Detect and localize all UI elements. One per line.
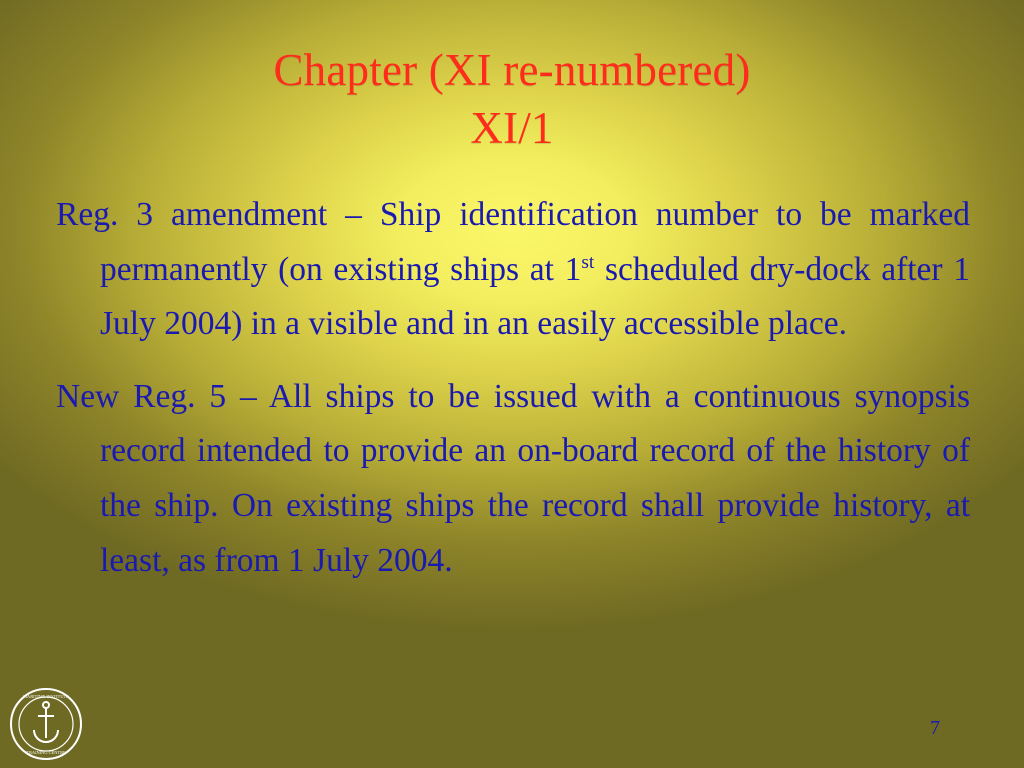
svg-text:TRAINING CENTRE: TRAINING CENTRE xyxy=(26,750,66,755)
paragraph-new-reg-5-text: New Reg. 5 – All ships to be issued with a continuous synopsis record intended to provide an on-board record of the history of the ship. On existing ships the record shall provide history, at least, as from 1 July 2004. xyxy=(56,377,970,579)
svg-text:MARITIME INSTITUTE: MARITIME INSTITUTE xyxy=(23,694,69,699)
paragraph-reg-3-rest: scheduled dry-dock after 1 July 2004) in a visible and in an easily accessible place. xyxy=(100,250,970,343)
slide-title xyxy=(64,42,960,157)
ordinal-suffix: st xyxy=(581,251,595,273)
page-number: 7 xyxy=(930,717,940,739)
slide-body xyxy=(56,188,970,606)
paragraph-new-reg-5 xyxy=(56,370,970,588)
slide-title-line-1: Chapter (XI re-numbered) xyxy=(273,45,751,95)
paragraph-reg-3-lead: Reg. 3 amendment – Ship identification number to be marked permanently (on existing ships at 1 xyxy=(56,196,970,288)
slide-title-line-2: XI/1 xyxy=(470,102,554,153)
maritime-institute-seal-logo xyxy=(8,686,84,762)
paragraph-reg-3-amendment xyxy=(56,188,970,352)
